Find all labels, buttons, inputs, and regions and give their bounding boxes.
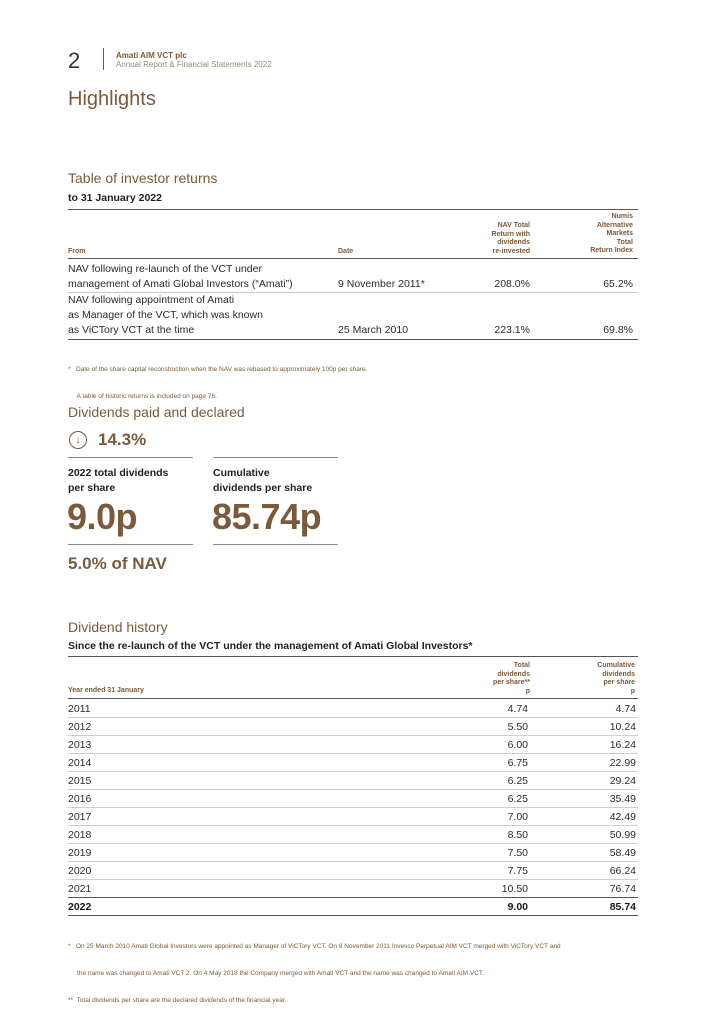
cumulative-dividends-label: Cumulative dividends per share [213,467,313,494]
row-total: 7.50 [507,847,528,859]
row-cumulative: 66.24 [609,865,636,877]
row-total: 7.00 [507,811,528,823]
col-header-numis: Numis Alternative Markets Total Return Index [590,213,633,254]
returns-row-1-nav: 208.0% [494,278,530,290]
col-header-date: Date [338,248,354,255]
row-total: 5.50 [507,721,528,733]
investor-returns-title: Table of investor returns [68,170,218,186]
dividends-rule-right-bottom [213,544,338,545]
table-row [68,772,638,790]
returns-row-1-date: 9 November 2011* [338,278,425,290]
row-year: 2022 [68,901,92,913]
row-year: 2019 [68,847,92,859]
table-row [68,862,638,880]
row-year: 2012 [68,721,92,733]
header-divider [103,48,104,70]
investor-returns-bottom-rule [68,339,638,340]
dividends-rule-left-top [68,457,193,458]
header-company: Amati AIM VCT plc [116,51,187,60]
investor-returns-subtitle: to 31 January 2022 [68,192,162,204]
row-year: 2015 [68,775,92,787]
col-header-nav: NAV Total Return with dividends re-invested [491,222,530,255]
page-title: Highlights [68,88,156,110]
row-cumulative: 76.74 [609,883,636,895]
investor-returns-footnotes: * Date of the share capital reconstruction when the NAV was rebased to approximately 100p per share. A table of historic returns is included on page 76. [68,366,368,400]
page-number: 2 [68,48,81,73]
row-cumulative: 10.24 [609,721,636,733]
row-total: 10.50 [501,883,528,895]
row-total: 6.25 [507,775,528,787]
dividend-history-top-rule [68,656,638,657]
row-total: 7.75 [507,865,528,877]
row-year: 2013 [68,739,92,751]
table-row [68,790,638,808]
returns-row-1-from: NAV following re-launch of the VCT under management of Amati Global Investors (“Amati”) [68,263,293,290]
col-header-cumulative-dividends: Cumulative dividends per share p [597,662,635,695]
table-row [68,700,638,718]
row-total: 6.00 [507,739,528,751]
dividend-history-title: Dividend history [68,619,168,635]
row-total: 8.50 [507,829,528,841]
table-row [68,718,638,736]
dividend-history-header-rule [68,698,638,699]
row-cumulative: 35.49 [609,793,636,805]
row-year: 2014 [68,757,92,769]
total-dividends-value: 9.0p [67,496,138,537]
row-cumulative: 16.24 [609,739,636,751]
table-row-total [68,898,638,916]
col-header-from: From [68,248,86,255]
row-cumulative: 29.24 [609,775,636,787]
arrow-down-circle-icon: ↓ [69,431,87,449]
returns-row-2-numis: 69.8% [603,324,633,336]
dividends-rule-right-top [213,457,338,458]
table-row [68,754,638,772]
cumulative-dividends-value: 85.74p [212,496,322,537]
dividend-history-footnotes: * On 25 March 2010 Amati Global Investors were appointed as Manager of ViCTory VCT. On 8 November 2011 Invesco Perpetual AIM VCT merged with ViCTory VCT and the name was changed to Amati VCT 2. On 4 May 2018 the Company merged with Amati VCT and the name was changed to Amati AIM VCT. ** Total dividends per share are the declared dividends of the financial year. [68,943,561,1004]
col-header-total-dividends: Total dividends per share** p [493,662,530,695]
table-row [68,808,638,826]
dividends-rule-left-bottom [68,544,193,545]
col-header-year: Year ended 31 January [68,687,144,694]
row-year: 2021 [68,883,92,895]
investor-returns-top-rule [68,209,638,210]
dividends-title: Dividends paid and declared [68,404,245,420]
row-year: 2020 [68,865,92,877]
nav-percentage: 5.0% of NAV [68,554,167,573]
table-row [68,880,638,898]
row-cumulative: 85.74 [609,901,636,913]
returns-row-2-from: NAV following appointment of Amati as Manager of the VCT, which was known as ViCTory VCT at the time [68,294,263,336]
row-cumulative: 42.49 [609,811,636,823]
row-total: 6.75 [507,757,528,769]
returns-row-2-date: 25 March 2010 [338,324,409,336]
returns-row-2-nav: 223.1% [494,324,530,336]
row-cumulative: 22.99 [609,757,636,769]
row-total: 4.74 [507,703,528,715]
table-row [68,844,638,862]
row-cumulative: 50.99 [609,829,636,841]
row-cumulative: 4.74 [615,703,636,715]
row-year: 2011 [68,703,91,715]
row-year: 2017 [68,811,92,823]
table-row [68,736,638,754]
row-year: 2016 [68,793,92,805]
investor-returns-header-rule [68,258,638,259]
total-dividends-label: 2022 total dividends per share [68,467,169,494]
dividend-history-subtitle: Since the re-launch of the VCT under the management of Amati Global Investors* [68,640,473,652]
returns-row-1-numis: 65.2% [603,278,633,290]
row-year: 2018 [68,829,92,841]
header-subtitle: Annual Report & Financial Statements 2022 [116,60,272,69]
row-total: 6.25 [507,793,528,805]
table-row [68,826,638,844]
row-total: 9.00 [507,901,528,913]
dividends-change-value: 14.3% [98,430,147,449]
row-cumulative: 58.49 [609,847,636,859]
